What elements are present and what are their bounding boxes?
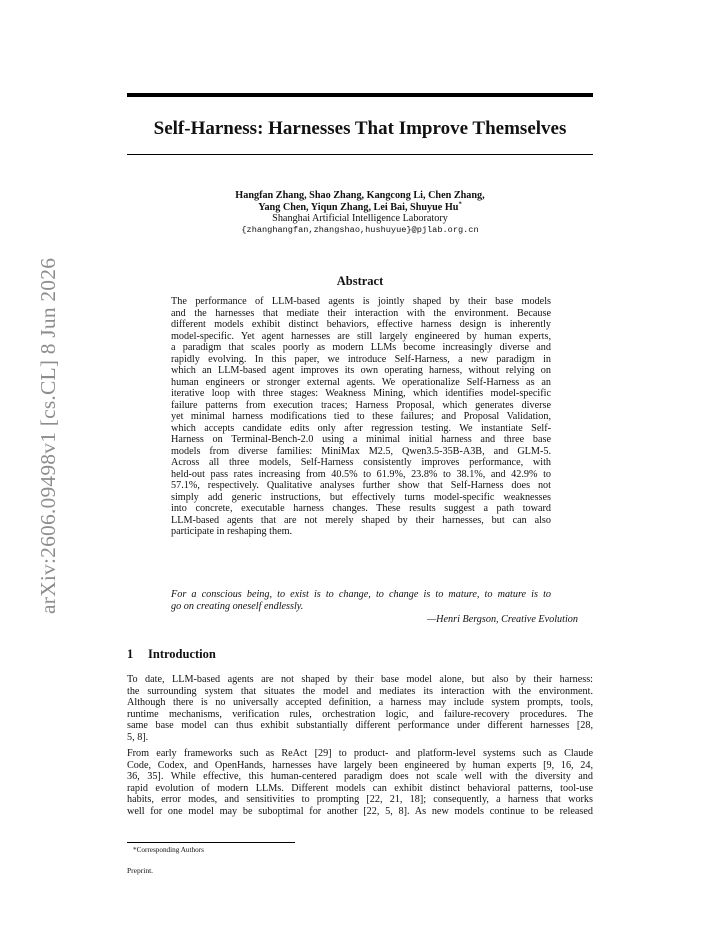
abstract-line: a paradigm that scales poorly as modern LLMs become increasingly diverse and — [171, 342, 551, 353]
abstract-line: held-out pass rates increasing from 40.5% to 61.9%, 23.8% to 38.1%, and 42.9% to — [171, 468, 551, 480]
abstract-line: The performance of LLM-based agents is jointly shaped by their base models — [171, 296, 551, 307]
body-line: well for one model may be suboptimal for another [22, 5, 8]. As new models continue to be released — [127, 805, 593, 817]
abstract-line: 57.1%, respectively. Qualitative analyses further show that Self-Harness does not — [171, 480, 551, 491]
abstract-line: Harness on Terminal-Bench-2.0 using a minimal initial harness and three base — [171, 434, 551, 445]
abstract-line: participate in reshaping them. — [171, 526, 293, 537]
title-bottom-rule — [127, 154, 593, 155]
abstract-line: different models exhibit distinct behaviors, effective harness design is inherently — [171, 319, 551, 330]
section-heading — [127, 647, 216, 662]
section-number: 1 — [127, 647, 134, 661]
title-top-rule — [127, 93, 593, 97]
body-line: the surrounding system that situates the model and mediates its interaction with the environment. — [127, 685, 593, 697]
epigraph-attribution: —Henri Bergson, Creative Evolution — [427, 614, 578, 625]
abstract-line: which accepts candidate edits only after regression testing. We instantiate Self- — [171, 422, 551, 434]
body-line: From early frameworks such as ReAct [29] to product- and platform-level systems such as Claude — [127, 748, 593, 759]
author-email: {zhanghangfan,zhangshao,hushuyue}@pjlab.org.cn — [241, 224, 479, 235]
body-line: 36, 35]. While effective, this human-centered paradigm does not scale well with the diversity and — [127, 771, 593, 782]
epigraph-line: go on creating oneself endlessly. — [171, 600, 304, 612]
body-line: Although there is no universally accepted definition, a harness may include system prompts, tools, — [127, 697, 593, 708]
abstract-line: yet minimal harness modifications tied to these failures; and Proposal Validation, — [171, 411, 551, 422]
epigraph-line: For a conscious being, to exist is to change, to change is to mature, to mature is to — [171, 589, 551, 600]
section-title: Introduction — [148, 647, 216, 661]
author-names-line-2: Yang Chen, Yiqun Zhang, Lei Bai, Shuyue Hu* — [258, 200, 462, 213]
abstract-line: simply add generic instructions, but effectively turns model-specific weaknesses — [171, 491, 551, 503]
body-line: 5, 8]. — [127, 731, 149, 743]
author-block — [127, 190, 593, 236]
abstract-line: and the harnesses that mediate their interaction with the environment. Because — [171, 307, 551, 319]
arxiv-identifier-stamp: arXiv:2606.09498v1 [cs.CL] 8 Jun 2026 — [36, 257, 60, 614]
abstract-line: models from diverse families: MiniMax M2.5, Qwen3.5-35B-A3B, and GLM-5. — [171, 445, 551, 457]
abstract-line: into concrete, executable harness changes. These results suggest a path toward — [171, 503, 551, 514]
author-affiliation: Shanghai Artificial Intelligence Laboratory — [272, 213, 448, 224]
author-names-line-1: Hangfan Zhang, Shao Zhang, Kangcong Li, Chen Zhang, — [235, 190, 485, 201]
paper-title: Self-Harness: Harnesses That Improve Themselves — [153, 118, 567, 139]
footnote: *Corresponding Authors — [133, 846, 204, 854]
abstract-line: rapidly evolving. In this paper, we introduce Self-Harness, a new paradigm in — [171, 353, 551, 365]
body-line: same base model can thus exhibit substantially different performance under different harnesses [28, — [127, 720, 593, 731]
abstract-line: failure patterns from execution traces; Harness Proposal, which generates diverse — [171, 399, 551, 411]
preprint-label: Preprint. — [127, 866, 154, 875]
body-line: Code, Codex, and OpenHands, harnesses have largely been engineered by human experts [9, 16, 24, — [127, 759, 593, 771]
abstract-line: human engineers or stronger external agents. We operationalize Self-Harness as an — [171, 376, 551, 388]
corresponding-author-mark: * — [458, 200, 462, 208]
abstract-line: Across all three models, Self-Harness consistently improves performance, with — [171, 457, 551, 468]
abstract-line: which an LLM-based agent improves its own operating harness, without relying on — [171, 365, 551, 376]
body-line: rapid evolution of modern LLMs. Different models can exhibit distinct behavioral patterns, tool-use — [127, 782, 593, 794]
abstract-heading: Abstract — [336, 274, 384, 288]
body-line: habits, error modes, and sensitivities to prompting [22, 21, 18]; consequently, a harness that works — [127, 794, 593, 805]
body-line: To date, LLM-based agents are not shaped by their base model alone, but also by their harness: — [127, 674, 593, 685]
abstract-line: model-specific. Yet agent harnesses are still largely engineered by human experts, — [171, 330, 551, 342]
body-line: runtime mechanisms, verification rules, orchestration logic, and failure-recovery procedures. The — [127, 708, 593, 720]
abstract-line: iterative loop with three stages: Weakness Mining, which identifies model-specific — [171, 388, 551, 399]
abstract-line: LLM-based agents that are not merely shaped by their harnesses, but can also — [171, 514, 551, 526]
footnote-rule — [127, 842, 295, 843]
